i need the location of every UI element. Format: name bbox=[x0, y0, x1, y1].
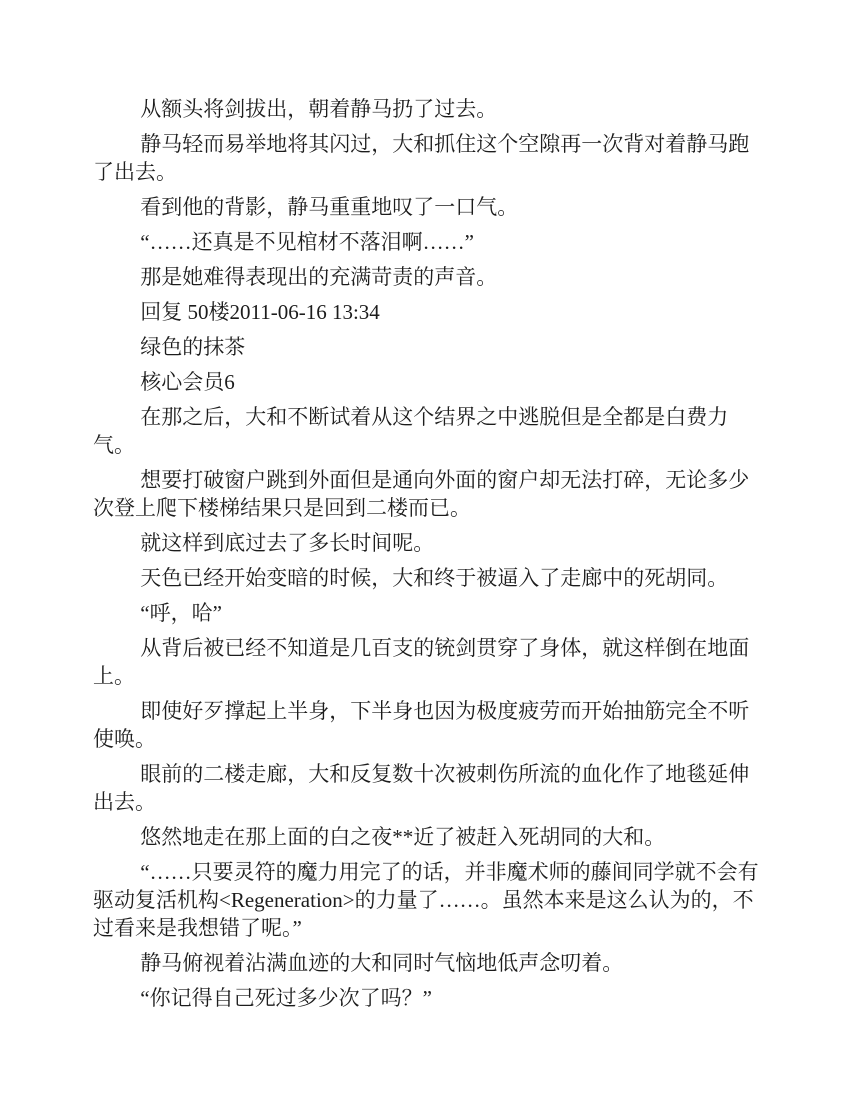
user-level-line: 核心会员6 bbox=[140, 370, 235, 394]
narration-paragraph: 从背后被已经不知道是几百支的铳剑贯穿了身体，就这样倒在地面上。 bbox=[93, 636, 750, 688]
narration-paragraph: 那是她难得表现出的充满苛责的声音。 bbox=[140, 265, 498, 289]
narration-paragraph: 从额头将剑拔出，朝着静马扔了过去。 bbox=[140, 97, 498, 121]
dialogue-paragraph: “你记得自己死过多少次了吗？” bbox=[140, 986, 432, 1010]
document-body bbox=[93, 95, 766, 1012]
username-line: 绿色的抹茶 bbox=[140, 335, 246, 359]
narration-paragraph: 就这样到底过去了多长时间呢。 bbox=[140, 531, 435, 555]
narration-paragraph: 天色已经开始变暗的时候，大和终于被逼入了走廊中的死胡同。 bbox=[140, 566, 729, 590]
dialogue-paragraph: “呼，哈” bbox=[140, 601, 222, 625]
narration-paragraph: 眼前的二楼走廊，大和反复数十次被刺伤所流的血化作了地毯延伸出去。 bbox=[93, 762, 750, 814]
narration-paragraph: 静马轻而易举地将其闪过，大和抓住这个空隙再一次背对着静马跑了出去。 bbox=[93, 132, 750, 184]
narration-paragraph: 悠然地走在那上面的白之夜**近了被赶入死胡同的大和。 bbox=[140, 825, 666, 849]
narration-paragraph: 即使好歹撑起上半身，下半身也因为极度疲劳而开始抽筋完全不听使唤。 bbox=[93, 699, 750, 751]
narration-paragraph: 在那之后，大和不断试着从这个结界之中逃脱但是全都是白费力气。 bbox=[93, 405, 729, 457]
dialogue-paragraph: “……只要灵符的魔力用完了的话，并非魔术师的藤间同学就不会有驱动复活机构<Regeneration>的力量了……。虽然本来是这么认为的，不过看来是我想错了呢。” bbox=[93, 860, 759, 940]
dialogue-paragraph: “……还真是不见棺材不落泪啊……” bbox=[140, 230, 474, 254]
narration-paragraph: 看到他的背影，静马重重地叹了一口气。 bbox=[140, 195, 519, 219]
narration-paragraph: 静马俯视着沾满血迹的大和同时气恼地低声念叨着。 bbox=[140, 951, 624, 975]
reply-meta-line: 回复 50楼2011-06-16 13:34 bbox=[140, 300, 380, 324]
narration-paragraph: 想要打破窗户跳到外面但是通向外面的窗户却无法打碎，无论多少次登上爬下楼梯结果只是回到二楼而已。 bbox=[93, 468, 750, 520]
